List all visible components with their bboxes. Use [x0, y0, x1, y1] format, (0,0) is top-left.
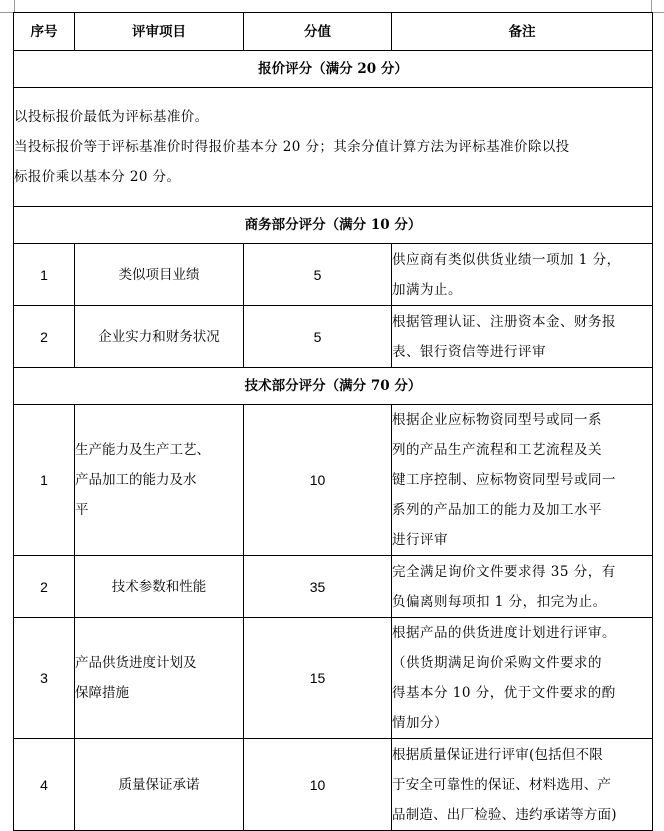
remark-line: 根据质量保证进行评审(包括但不限	[392, 746, 603, 763]
section-business-title: 商务部分评分（满分 10 分）	[14, 207, 653, 244]
header-row	[14, 13, 653, 51]
remark-line: 完全满足询价文件要求得 35 分，有	[392, 563, 616, 580]
row-no: 2	[14, 306, 75, 368]
table-row	[14, 306, 653, 368]
row-remark	[392, 618, 653, 739]
row-score: 10	[244, 739, 392, 831]
row-no: 3	[14, 618, 75, 739]
row-no: 1	[14, 244, 75, 306]
table-row	[14, 618, 653, 739]
remark-line: 表、银行资信等进行评审	[392, 343, 546, 360]
section-price-body-row	[14, 88, 653, 207]
header-no: 序号	[14, 13, 75, 51]
price-rule-line: 当投标报价等于评标基准价时得报价基本分 20 分；其余分值计算方法为评标基准价除以投	[14, 139, 570, 155]
row-remark	[392, 556, 653, 618]
row-score: 5	[244, 306, 392, 368]
remark-line: 品制造、出厂检验、违约承诺等方面)	[392, 806, 617, 823]
row-remark	[392, 739, 653, 831]
remark-line: 加满为止。	[392, 281, 462, 298]
row-score: 5	[244, 244, 392, 306]
remark-line: 根据企业应标物资同型号或同一系	[392, 412, 602, 428]
section-business-title-row	[14, 207, 653, 244]
row-item: 企业实力和财务状况	[75, 306, 244, 368]
scoring-table	[13, 12, 653, 831]
section-price-title-row	[14, 51, 653, 88]
remark-line: 负偏离则每项扣 1 分，扣完为止。	[392, 593, 607, 610]
row-remark	[392, 405, 653, 556]
remark-line: 供应商有类似供货业绩一项加 1 分，	[392, 251, 621, 268]
crop-mark	[14, 0, 15, 12]
remark-line: 于安全可靠性的保证、材料选用、产	[392, 776, 612, 793]
section-tech-title: 技术部分评分（满分 70 分）	[14, 368, 653, 405]
item-line: 生产能力及生产工艺、	[75, 442, 210, 458]
remark-line: 情加分）	[392, 715, 448, 731]
row-no: 2	[14, 556, 75, 618]
price-rule-line: 标报价乘以基本分 20 分。	[14, 169, 181, 185]
header-remark: 备注	[392, 13, 653, 51]
remark-line: 键工序控制、应标物资同型号或同一	[392, 472, 616, 488]
section-price-body	[14, 88, 653, 207]
remark-line: 根据产品的供货进度计划进行评审。	[392, 625, 616, 641]
section-tech-title-row	[14, 368, 653, 405]
remark-line: 系列的产品加工的能力及加工水平	[392, 502, 602, 518]
section-price-title: 报价评分（满分 20 分）	[14, 51, 653, 88]
row-item: 质量保证承诺	[75, 739, 244, 831]
row-item: 类似项目业绩	[75, 244, 244, 306]
row-remark	[392, 306, 653, 368]
remark-line: 得基本分 10 分，优于文件要求的酌	[392, 685, 616, 701]
row-item	[75, 405, 244, 556]
row-item	[75, 618, 244, 739]
remark-line: （供货期满足询价采购文件要求的	[392, 655, 602, 671]
header-score: 分值	[244, 13, 392, 51]
item-line: 保障措施	[75, 685, 129, 701]
remark-line: 列的产品生产流程和工艺流程及关	[392, 442, 602, 458]
item-line: 平	[75, 502, 89, 518]
header-item: 评审项目	[75, 13, 244, 51]
price-rule-line: 以投标报价最低为评标基准价。	[14, 109, 209, 125]
table-row	[14, 556, 653, 618]
row-no: 1	[14, 405, 75, 556]
crop-mark	[0, 12, 14, 13]
row-no: 4	[14, 739, 75, 831]
row-remark	[392, 244, 653, 306]
item-line: 产品加工的能力及水	[75, 472, 197, 488]
row-score: 15	[244, 618, 392, 739]
table-row	[14, 739, 653, 831]
remark-line: 进行评审	[392, 532, 448, 548]
row-score: 10	[244, 405, 392, 556]
row-score: 35	[244, 556, 392, 618]
row-item: 技术参数和性能	[75, 556, 244, 618]
remark-line: 根据管理认证、注册资本金、财务报	[392, 313, 616, 330]
crop-mark	[651, 0, 652, 12]
table-row	[14, 405, 653, 556]
item-line: 产品供货进度计划及	[75, 655, 197, 671]
table-row	[14, 244, 653, 306]
